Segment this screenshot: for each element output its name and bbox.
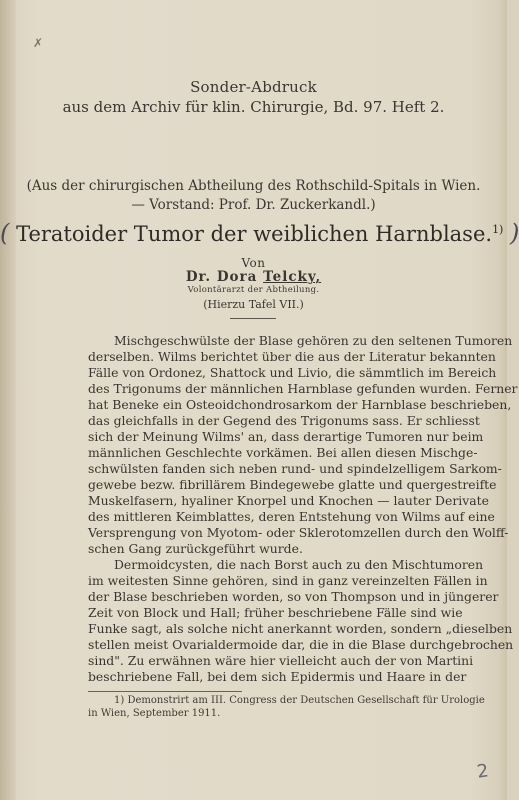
plate-reference: (Hierzu Tafel VII.) xyxy=(203,298,304,311)
offprint-label: Sonder-Abdruck xyxy=(190,78,317,96)
body-line: stellen meist Ovarialdermoide dar, die in die Blase durchgebrochen xyxy=(88,637,514,652)
department-line-2: — Vorstand: Prof. Dr. Zuckerkandl.) xyxy=(131,197,376,213)
pencil-close-paren: ) xyxy=(510,219,519,247)
journal-reference: aus dem Archiv für klin. Chirurgie, Bd. 97. Heft 2. xyxy=(62,98,445,116)
author xyxy=(0,271,507,285)
body-line: Dermoidcysten, die nach Borst auch zu den Mischtumoren xyxy=(114,557,484,572)
title-text: Teratoider Tumor der weiblichen Harnblase. xyxy=(16,222,493,246)
author-role: Volontärarzt der Abtheilung. xyxy=(187,285,320,295)
byline-von: Von xyxy=(241,256,266,270)
body-line: Muskelfasern, hyaliner Knorpel und Knochen — lauter Derivate xyxy=(88,493,489,508)
body-line: derselben. Wilms berichtet über die aus der Literatur bekannten xyxy=(88,349,496,364)
pencil-open-paren: ( xyxy=(0,219,10,247)
author-prefix: Dr. Dora xyxy=(185,269,264,285)
body-line: Versprengung von Myotom- oder Sklerotomzellen durch den Wolff- xyxy=(88,525,509,540)
footnote-rule xyxy=(88,691,242,692)
department-line-1: (Aus der chirurgischen Abtheilung des Rothschild-Spitals in Wien. xyxy=(26,178,481,194)
body-line: Fälle von Ordonez, Shattock und Livio, die sämmtlich im Bereich xyxy=(88,365,497,380)
title-footnote-mark: 1) xyxy=(492,223,504,236)
body-line: Funke sagt, als solche nicht anerkannt worden, sondern „dieselben xyxy=(88,621,513,636)
body-line: beschriebene Fall, bei dem sich Epidermis und Haare in der xyxy=(88,669,467,684)
body-line: schen Gang zurückgeführt wurde. xyxy=(88,541,303,556)
body-line: sind". Zu erwähnen wäre hier vielleicht auch der von Martini xyxy=(88,653,474,668)
corner-mark: ✗ xyxy=(33,36,44,50)
body-line: des mittleren Keimblattes, deren Entstehung von Wilms auf eine xyxy=(88,509,495,524)
body-line: hat Beneke ein Osteoidchondrosarkom der Harnblase beschrieben, xyxy=(88,397,512,412)
body-line: im weitesten Sinne gehören, sind in ganz vereinzelten Fällen in xyxy=(88,573,488,588)
body-line: gewebe bezw. fibrillärem Bindegewebe glatte und quergestreifte xyxy=(88,477,497,492)
footnote-line-1: 1) Demonstrirt am III. Congress der Deutschen Gesellschaft für Urologie xyxy=(114,695,485,706)
footnote-line-2: in Wien, September 1911. xyxy=(88,708,221,719)
body-line: des Trigonums der männlichen Harnblase gefunden wurden. Ferner xyxy=(88,381,518,396)
body-line: schwülsten fanden sich neben rund- und spindelzelligem Sarkom- xyxy=(88,461,502,476)
body-line: Mischgeschwülste der Blase gehören zu den seltenen Tumoren xyxy=(114,333,513,348)
body-line: männlichen Geschlechte vorkämen. Bei allen diesen Mischge- xyxy=(88,445,478,460)
pencil-page-number: 2 xyxy=(475,760,490,783)
body-line: der Blase beschrieben worden, so von Thompson und in jüngerer xyxy=(88,589,499,604)
page-spine-shadow xyxy=(0,0,16,800)
author-surname: Telcky, xyxy=(263,269,322,285)
body-line: sich der Meinung Wilms' an, dass derartige Tumoren nur beim xyxy=(88,429,484,444)
body-line: das gleichfalls in der Gegend des Trigonums sass. Er schliesst xyxy=(88,413,480,428)
section-divider xyxy=(230,318,276,319)
article-title xyxy=(0,219,519,247)
body-line: Zeit von Block und Hall; früher beschriebene Fälle sind wie xyxy=(88,605,463,620)
